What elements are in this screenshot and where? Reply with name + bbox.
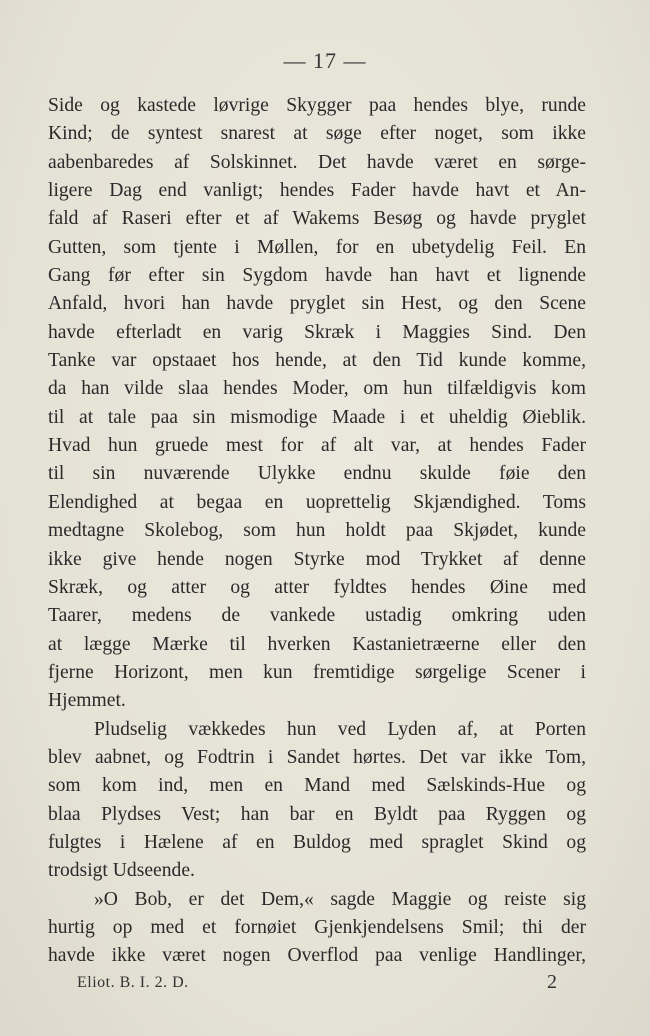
text-line: Hvad hun gruede mest for af alt var, at hendes Fader	[48, 435, 586, 457]
text-line: fjerne Horizont, men kun fremtidige sørgelige Scener i	[48, 661, 586, 683]
text-line: aabenbaredes af Solskinnet. Det havde været en sørge-	[48, 151, 586, 173]
text-line: da han vilde slaa hendes Moder, om hun tilfældigvis kom	[48, 378, 586, 400]
text-line: som kom ind, men en Mand med Sælskinds-Hue og	[48, 775, 586, 797]
text-line: Elendighed at begaa en uoprettelig Skjændighed. Toms	[48, 491, 586, 513]
text-line: Gang før efter sin Sygdom havde han havt et lignende	[48, 265, 586, 287]
text-line: fulgtes i Hælene af en Buldog med spraglet Skind og	[48, 831, 586, 853]
text-line: Tanke var opstaaet hos hende, at den Tid kunde komme,	[48, 350, 586, 372]
text-line: Taarer, medens de vankede ustadig omkring uden	[48, 605, 586, 627]
text-line: blaa Plydses Vest; han bar en Byldt paa Ryggen og	[48, 803, 586, 825]
text-line: blev aabnet, og Fodtrin i Sandet hørtes. Det var ikke Tom,	[48, 746, 586, 768]
text-line: hurtig op med et fornøiet Gjenkjendelsens Smil; thi der	[48, 916, 586, 938]
text-line: Side og kastede løvrige Skygger paa hendes blye, runde	[48, 95, 586, 116]
text-line: til at tale paa sin mismodige Maade i et uheldig Øieblik.	[48, 406, 586, 428]
text-line: Pludselig vækkedes hun ved Lyden af, at Porten	[94, 718, 586, 740]
text-line: »O Bob, er det Dem,« sagde Maggie og reiste sig	[94, 888, 586, 910]
text-line: fald af Raseri efter et af Wakems Besøg og havde pryglet	[48, 208, 586, 230]
text-line: ikke give hende nogen Styrke mod Trykket af denne	[48, 548, 586, 570]
text-line: Anfald, hvori han havde pryglet sin Hest, og den Scene	[48, 293, 586, 315]
text-line: at lægge Mærke til hverken Kastanietræerne eller den	[48, 633, 586, 655]
text-line: havde efterladt en varig Skræk i Maggies Sind. Den	[48, 321, 586, 343]
page-number: — 17 —	[283, 48, 367, 73]
text-line: Skræk, og atter og atter fyldtes hendes Øine med	[48, 576, 586, 598]
text-line: Kind; de syntest snarest at søge efter noget, som ikke	[48, 123, 586, 145]
text-line: havde ikke været nogen Overflod paa venlige Handlinger,	[48, 945, 586, 967]
text-line: trodsigt Udseende.	[48, 860, 195, 882]
text-line: Hjemmet.	[48, 690, 126, 712]
text-line: medtagne Skolebog, som hun holdt paa Skjødet, kunde	[48, 520, 586, 542]
text-line: til sin nuværende Ulykke endnu skulde føie den	[48, 463, 586, 485]
printer-signature: Eliot. B. I. 2. D.	[77, 974, 189, 991]
text-line: ligere Dag end vanligt; hendes Fader havde havt et An-	[48, 180, 586, 202]
body-text	[48, 92, 586, 971]
text-line: Gutten, som tjente i Møllen, for en ubetydelig Feil. En	[48, 236, 586, 258]
sheet-number: 2	[547, 971, 557, 993]
